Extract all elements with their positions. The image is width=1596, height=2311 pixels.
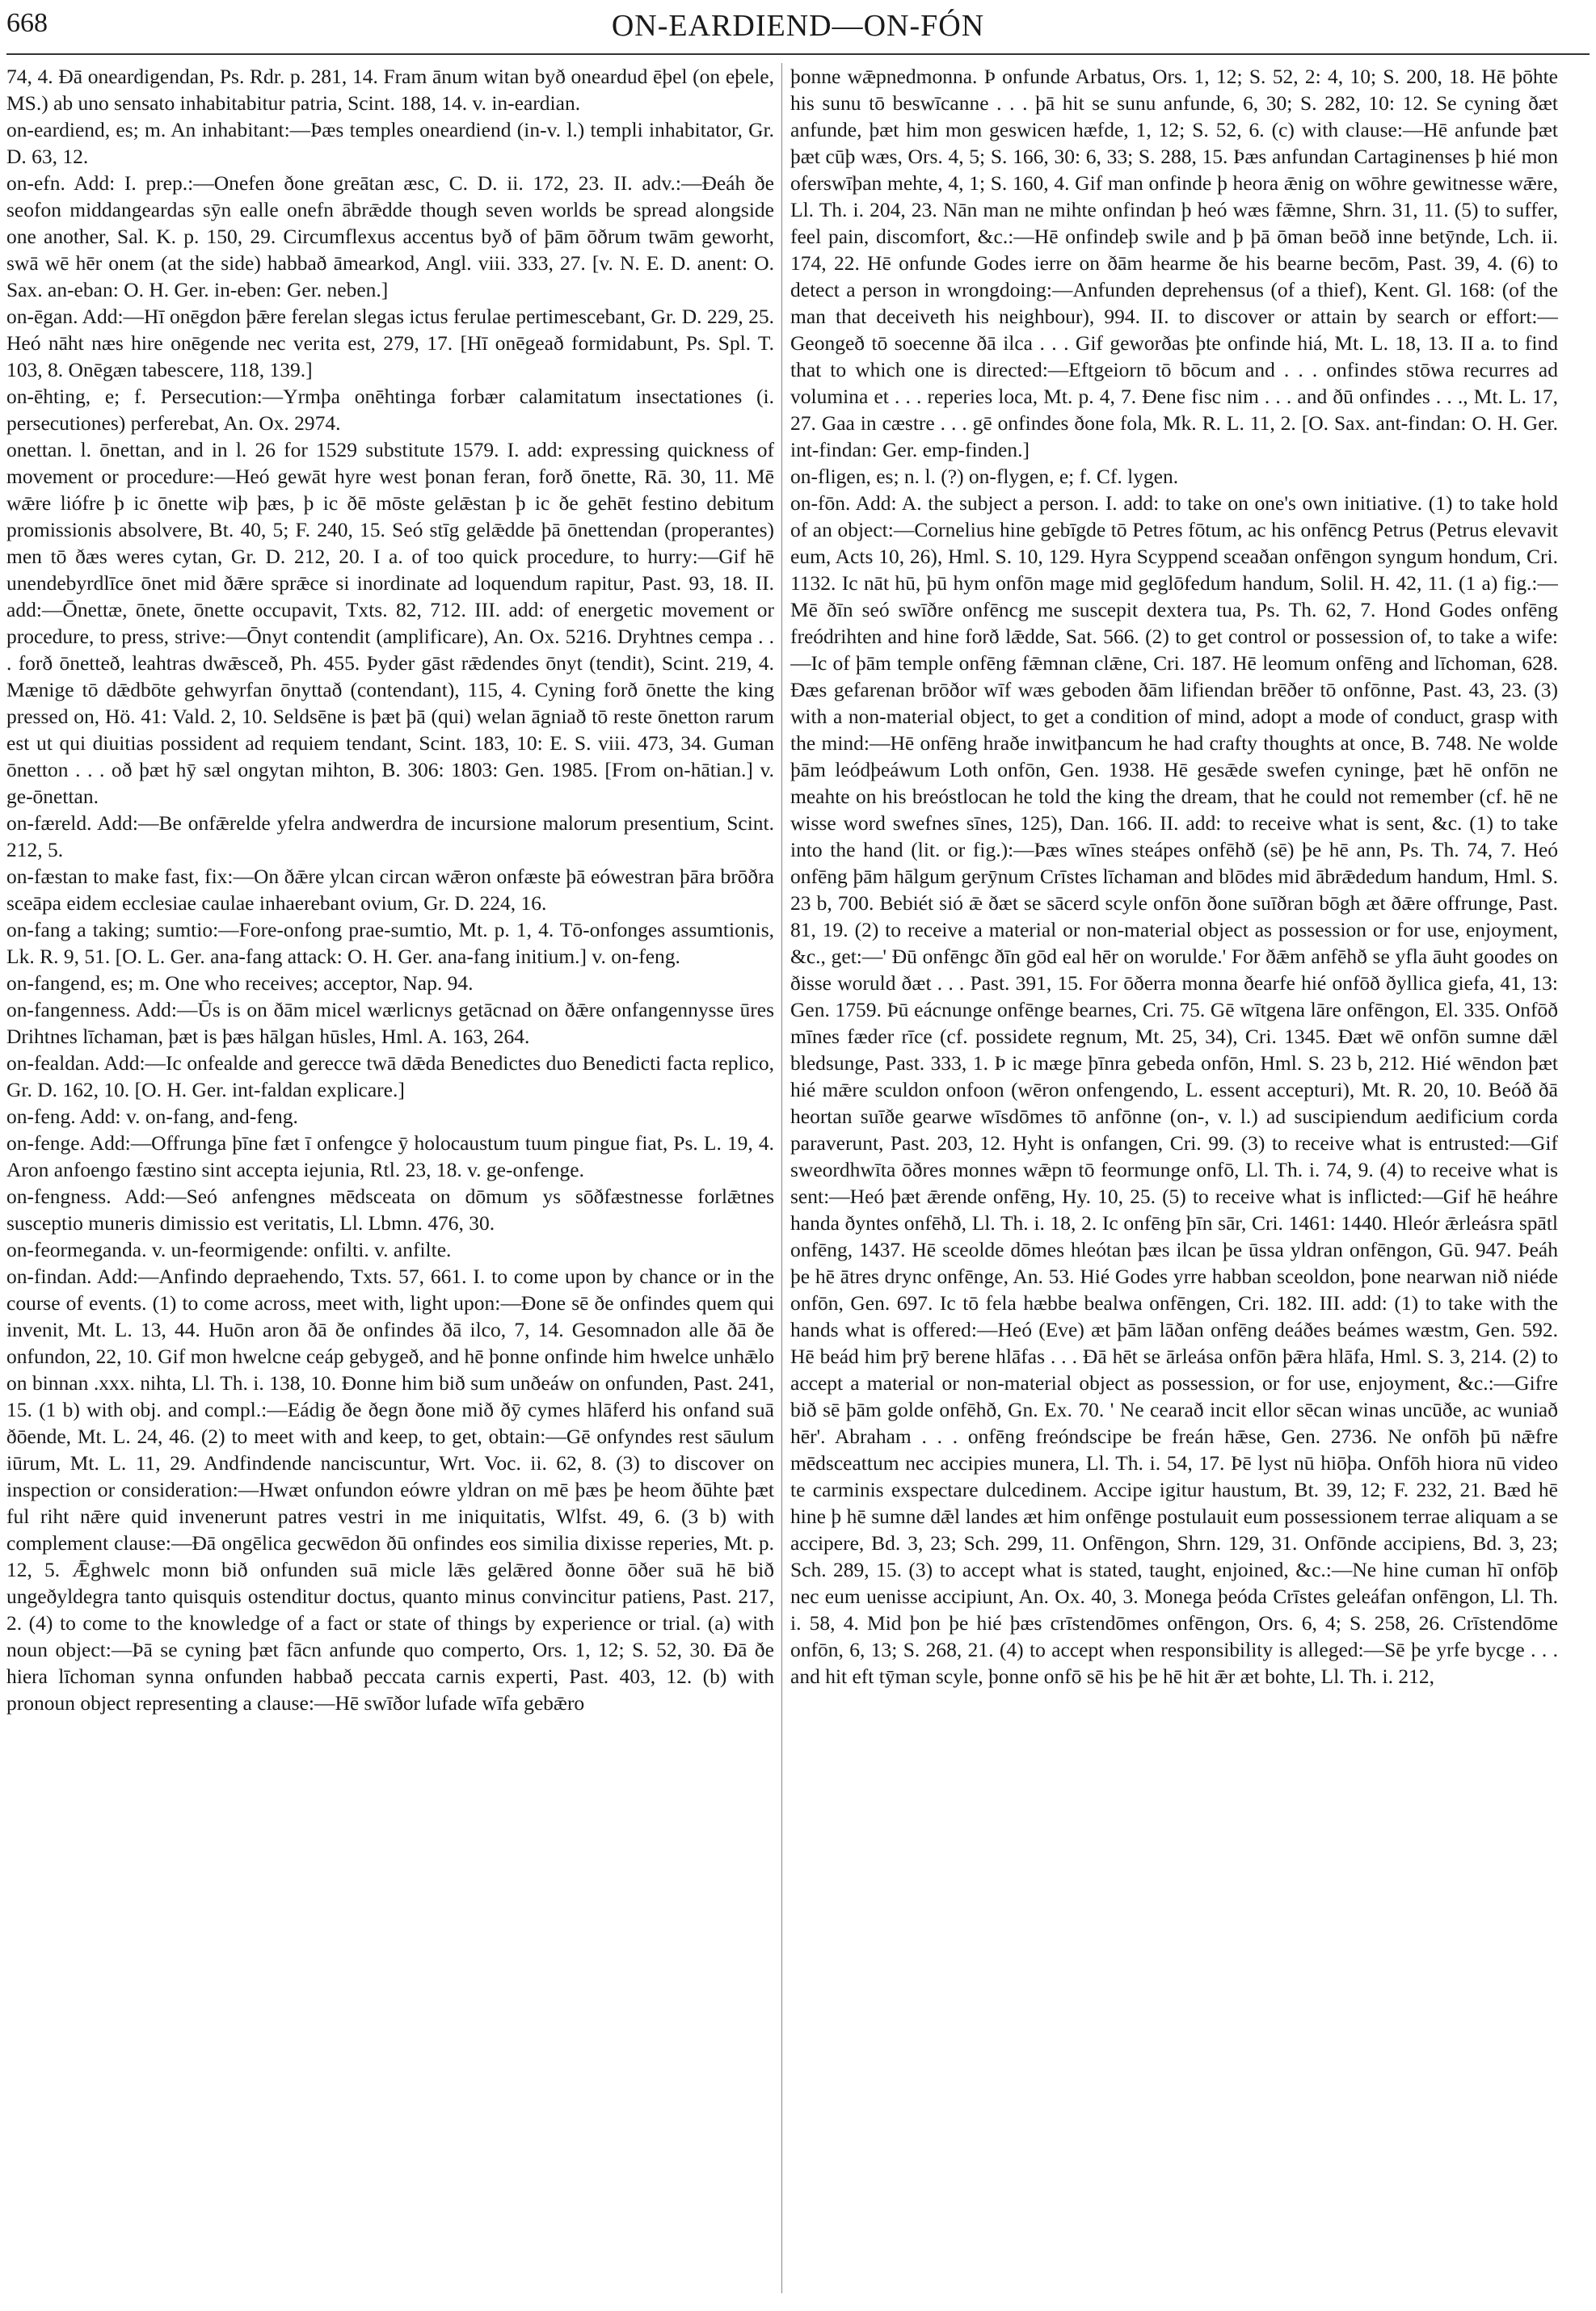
dictionary-entry: on-efn. Add: I. prep.:—Onefen ðone greātan æsc, C. D. ii. 172, 23. II. adv.:—Ðeáh ðe seofon middangeardas sȳn ealle onefn ābrǣdde though seven worlds be spread alongside one another, Sal. K. p. 150, 29. Circumflexus accentus byð of þām ōðrum twām geworht, swā wē hēr onem (at the side) habbað āmearkod, Angl. viii. 333, 27. [v. N. E. D. anent: O. Sax. an-eban: O. H. Ger. in-eben: Ger. neben.] bbox=[6, 171, 774, 301]
dictionary-entry: on-fealdan. Add:—Ic onfealde and gerecce twā dǣda Benedictes duo Benedicti facta replico, Gr. D. 162, 10. [O. H. Ger. int-faldan explicare.] bbox=[6, 1051, 774, 1101]
column-divider bbox=[781, 63, 782, 2293]
dictionary-entry: þonne wǣpnedmonna. Þ onfunde Arbatus, Ors. 1, 12; S. 52, 2: 4, 10; S. 200, 18. Hē þōhte his sunu tō beswīcanne . . . þā hit se sunu anfunde, 6, 30; S. 282, 10: 12. Se cyning ðæt anfunde, þæt him mon geswicen hæfde, 1, 12; S. 52, 6. (c) with clause:—Hē anfunde þæt þæt cūþ wæs, Ors. 4, 5; S. 166, 30: 6, 33; S. 288, 15. Þæs anfundan Cartaginenses þ hié mon oferswīþan mehte, 4, 1; S. 160, 4. Gif man onfinde þ heora ǣnig on wōhre gewitnesse wǣre, Ll. Th. i. 204, 23. Nān man ne mihte onfindan þ heó wæs fǣmne, Shrn. 31, 11. (5) to suffer, feel pain, discomfort, &c.:—Hē onfindeþ swile and þ þā ōman beōð inne betȳnde, Lch. ii. 174, 22. Hē onfunde Godes ierre on ðām hearme ðe his bearne becōm, Past. 39, 4. (6) to detect a person in wrongdoing:—Anfunden deprehensus (of a thief), Kent. Gl. 168: (of the man that deceiveth his neighbour), 994. II. to discover or attain by search or effort:—Geongeð tō soecenne ðā ilca . . . Gif geworðas þte onfinde hiá, Mt. L. 18, 13. II a. to find that to which one is directed:—Eftgeiorn tō bōcum and . . . onfindes stōwa recurres ad volumina et . . . reperies loca, Mt. p. 4, 7. Ðene fisc nim . . . and ðū onfindes . . ., Mt. L. 17, 27. Gaa in cæstre . . . gē onfindes ðone fola, Mk. R. L. 11, 2. [O. Sax. ant-findan: O. H. Ger. int-findan: Ger. emp-finden.] bbox=[790, 65, 1558, 461]
dictionary-entry: on-fligen, es; n. l. (?) on-flygen, e; f. Cf. lygen. bbox=[790, 465, 1179, 488]
dictionary-entry: 74, 4. Ðā oneardigendan, Ps. Rdr. p. 281, 14. Fram ānum witan byð oneardud ēþel (on eþele, MS.) ab uno sensato inhabitabitur patria, Scint. 188, 14. v. in-eardian. bbox=[6, 65, 774, 115]
dictionary-entry: on-fangenness. Add:—Ūs is on ðām micel wærlicnys getācnad on ðǣre onfangennysse ūres Drihtnes līchaman, þæt is þæs hālgan hūsles, Hml. A. 163, 264. bbox=[6, 998, 774, 1048]
left-column bbox=[6, 63, 774, 2301]
dictionary-entry: on-fōn. Add: A. the subject a person. I. add: to take on one's own initiative. (1) to take hold of an object:—Cornelius hine gebīgde tō Petres fōtum, ac his onfēncg Petrus (Petrus elevavit eum, Acts 10, 26), Hml. S. 10, 129. Hyra Scyppend sceaðan onfēngon syngum hondum, Cri. 1132. Ic nāt hū, þū hym onfōn mage mid geglōfedum handum, Solil. H. 42, 11. (1 a) fig.:—Mē ðīn seó swīðre onfēncg me suscepit dextera tua, Ps. Th. 62, 7. Hond Godes onfēng freódrihten and hine forð lǣdde, Sat. 566. (2) to get control or possession of, to take a wife:—Ic of þām temple onfēng fǣmnan clǣne, Cri. 187. Hē leomum onfēng and līchoman, 628. Ðæs gefarenan brōðor wīf wæs geboden ðām lifiendan brēðer tō onfōnne, Past. 43, 23. (3) with a non-material object, to get a condition of mind, adopt a mode of conduct, grasp with the mind:—Hē onfēng hraðe inwitþancum he had crafty thoughts at once, B. 748. Ne wolde þām leódþeáwum Loth onfōn, Gen. 1938. Hē gesǣde swefen cyninge, þæt hē onfōn ne meahte on his breóstlocan he told the king the dream, that he could not remember (cf. hē ne wisse word swefnes sīnes, 125), Dan. 166. II. add: to receive what is sent, &c. (1) to take into the hand (lit. or fig.):—Þæs wīnes steápes onfēhð (sē) þe hē ann, Ps. Th. 74, 7. Heó onfēng þām hālgum gerȳnum Crīstes līchaman and blōdes mid ābrǣdedum handum, Hml. S. 23 b, 700. Bebiét sió ǣ ðæt se sācerd scyle onfōn ðone suīðran bōgh æt ðǣre offrunge, Past. 81, 19. (2) to receive a material or non-material object as possession or for use, enjoyment, &c., get:—' Ðū onfēngc ðīn gōd eal hēr on worulde.' For ðǣm anfēhð se yfla āuht goodes on ðisse woruld ðæt . . . Past. 391, 15. For ōðerra monna ðearfe hié onfōð ðyllica giefa, 41, 13: Gen. 1759. Þū eácnunge onfēnge bearnes, Cri. 75. Gē wītgena lāre onfēngon, El. 335. Onfōð mīnes fæder rīce (cf. possidete regnum, Mt. 25, 34), Cri. 1345. Ðæt wē onfōn sumne dǣl bledsunge, Past. 333, 1. Þ ic mæge þīnra gebeda onfōn, Hml. S. 23 b, 212. Hié wēndon þæt hié mǣre sculdon onfoon (wēron onfengendo, L. essent accepturi), Mt. R. 20, 10. Beóð ðā heortan suīðe gearwe wīsdōmes tō anfōnne (on-, v. l.) ad suscipiendum aedificium corda paraverunt, Past. 203, 12. Hyht is onfangen, Cri. 99. (3) to receive what is entrusted:—Gif sweordhwīta ōðres monnes wǣpn tō feormunge onfō, Ll. Th. i. 74, 9. (4) to receive what is sent:—Heó þæt ǣrende onfēng, Hy. 10, 25. (5) to receive what is inflicted:—Gif hē heáhre handa ðyntes onfēhð, Ll. Th. i. 18, 2. Ic onfēng þīn sār, Cri. 1461: 1440. Hleór ǣrleásra spātl onfēng, 1437. Hē sceolde dōmes hleótan þæs ilcan þe ūssa yldran onfēngon, Gū. 947. Þeáh þe hē ātres drync onfēnge, An. 53. Hié Godes yrre habban sceoldon, þone nearwan nið niéde onfōn, Gen. 697. Ic tō fela hæbbe bealwa onfēngen, Cri. 182. III. add: (1) to take with the hands what is offered:—Heó (Eve) æt þām lāðan onfēng deáðes beámes wæstm, Gen. 592. Hē beád him þrȳ berene hlāfas . . . Ðā hēt se ārleása onfōn þǣra hlāfa, Hml. S. 3, 214. (2) to accept a material or non-material object as possession, or for use, enjoyment, &c.:—Gifre bið sē þām golde onfēhð, Gn. Ex. 70. ' Ne cearað incit ellor sēcan winas uncūðe, ac wuniað hēr'. Abraham . . . onfēng freóndscipe be freán hǣse, Gen. 2736. Ne onfōh þū nǣfre mēdsceattum nec accipies munera, Ll. Th. i. 54, 17. Þē lyst nū hiōþa. Onfōh hiora nū video te carminis exspectare dulcedinem. Accipe igitur haustum, Bt. 39, 12; F. 232, 21. Bæd hē hine þ hē sumne dǣl landes æt him onfēnge postulauit eum possessionem terrae aliquam a se accipere, Bd. 3, 23; Sch. 299, 11. Onfēngon, Shrn. 129, 31. Onfōnde accipiens, Bd. 3, 23; Sch. 289, 15. (3) to accept what is stated, taught, enjoined, &c.:—Ne hine cuman hī onfōþ nec eum uenisse accipiunt, An. Ox. 40, 3. Monega þeóda Crīstes geleáfan onfēngon, Ll. Th. i. 58, 4. Mid þon þe hié þæs crīstendōmes onfēngon, Ors. 6, 4; S. 258, 26. Crīstendōme onfōn, 6, 13; S. 268, 21. (4) to accept when responsibility is alleged:—Sē þe yrfe bycge . . . and hit eft tȳman scyle, þonne onfō sē his þe hē hit ǣr æt bohte, Ll. Th. i. 212, bbox=[790, 491, 1558, 1688]
dictionary-entry: onettan. l. ōnettan, and in l. 26 for 1529 substitute 1579. I. add: expressing quickness of movement or procedure:—Heó gewāt hyre west þonan feran, forð ōnette, Rā. 30, 11. Mē wǣre liófre þ ic ōnette wiþ þæs, þ ic ðē mōste gelǣstan þ ic ðe gehēt festino debitum promissionis absolvere, Bt. 40, 5; F. 240, 15. Seó stīg gelǣdde þā ōnettendan (properantes) men tō ðæs weres cytan, Gr. D. 212, 20. I a. of too quick procedure, to hurry:—Gif hē unendebyrdlīce ōnet mid ðǣre sprǣce si inordinate ad loquendum rapitur, Past. 93, 18. II. add:—Ōnettæ, ōnete, ōnette occupavit, Txts. 82, 712. III. add: of energetic movement or procedure, to press, strive:—Ōnyt contendit (amplificare), An. Ox. 5216. Dryhtnes cempa . . . forð ōnetteð, leahtras dwǣsceð, Ph. 455. Þyder gāst rǣdendes ōnyt (tendit), Scint. 219, 4. Mænige tō dǣdbōte gehwyrfan ōnyttað (contendant), 115, 4. Cyning forð ōnette the king pressed on, Hö. 41: Vald. 2, 10. Seldsēne is þæt þā (qui) welan āgniað tō reste ōnetton rarum est ut qui diuitias possident ad requiem tendant, Scint. 183, 10: E. S. viii. 473, 34. Guman ōnetton . . . oð þæt hȳ sæl ongytan mihton, B. 306: 1803: Gen. 1985. [From on-hātian.] v. ge-ōnettan. bbox=[6, 438, 774, 808]
running-head: ON-EARDIEND—ON-FÓN bbox=[611, 9, 985, 43]
dictionary-entry: on-eardiend, es; m. An inhabitant:—Þæs temples oneardiend (in-v. l.) templi inhabitator, Gr. D. 63, 12. bbox=[6, 118, 774, 168]
header-rule bbox=[6, 53, 1590, 55]
dictionary-entry: on-findan. Add:—Anfindo depraehendo, Txts. 57, 661. I. to come upon by chance or in the course of events. (1) to come across, meet with, light upon:—Ðone sē ðe onfindes quem qui invenit, Mt. L. 13, 44. Huōn aron ðā ðe onfindes ðā ilco, 7, 14. Gesomnadon alle ðā ðe onfundon, 22, 10. Gif mon hwelcne ceáp gebygeð, and hē þonne onfinde him hwelce unhǣlo on binnan .xxx. nihta, Ll. Th. i. 138, 10. Ðonne him bið sum unðeáw on onfunden, Past. 241, 15. (1 b) with obj. and compl.:—Eádig ðe ðegn ðone mið ðȳ cymes hlāferd his onfand suā ðōende, Mt. L. 24, 46. (2) to meet with and keep, to get, obtain:—Gē onfyndes rest sāulum iūrum, Mt. L. 11, 29. Andfindende nanciscuntur, Wrt. Voc. ii. 62, 8. (3) to discover on inspection or consideration:—Hwæt onfundon eówre yldran on mē þæs þe heom ðūhte þæt ful riht nǣre quid invenerunt patres vestri in me iniquitatis, Wlfst. 49, 6. (3 b) with complement clause:—Ðā ongēlica gecwēdon ðū onfindes eos similia dixisse reperies, Mt. p. 12, 5. Ǣghwelc monn bið onfunden suā micle lǣs gelǣred ðonne ōðer suā hē bið ungeðyldegra tanto quisquis ostenditur doctus, quanto minus convincitur patiens, Past. 217, 2. (4) to come to the knowledge of a fact or state of things by experience or trial. (a) with noun object:—Þā se cyning þæt fācn anfunde quo comperto, Ors. 1, 12; S. 52, 30. Ðā ðe hiera līchoman synna onfunden habbað peccata carnis experti, Past. 403, 12. (b) with pronoun object representing a clause:—Hē swīðor lufade wīfa gebǣro bbox=[6, 1265, 774, 1715]
dictionary-entry: on-fangend, es; m. One who receives; acceptor, Nap. 94. bbox=[6, 971, 474, 995]
dictionary-entry: on-fengness. Add:—Seó anfengnes mēdsceata on dōmum ys sōðfæstnesse forlǣtnes susceptio muneris dimissio est veritatis, Ll. Lbmn. 476, 30. bbox=[6, 1185, 774, 1235]
dictionary-entry: on-fenge. Add:—Offrunga þīne fæt ī onfengce ȳ holocaustum tuum pingue fiat, Ps. L. 19, 4. Aron anfoengo fæstino sint accepta iejunia, Rtl. 23, 18. v. ge-onfenge. bbox=[6, 1131, 774, 1181]
page-number: 668 bbox=[6, 8, 48, 38]
dictionary-entry: on-feng. Add: v. on-fang, and-feng. bbox=[6, 1105, 298, 1128]
dictionary-entry: on-fang a taking; sumtio:—Fore-onfong prae-sumtio, Mt. p. 1, 4. Tō-onfonges assumtionis, Lk. R. 9, 51. [O. L. Ger. ana-fang attack: O. H. Ger. ana-fang initium.] v. on-feng. bbox=[6, 918, 774, 968]
right-column bbox=[790, 63, 1558, 2301]
dictionary-entry: on-fæstan to make fast, fix:—On ðǣre ylcan circan wǣron onfæste þā eówestran þāra brōðra sceāpa eidem ecclesiae caulae inhaerebant ovium, Gr. D. 224, 16. bbox=[6, 865, 774, 915]
dictionary-entry: on-færeld. Add:—Be onfǣrelde yfelra andwerdra de incursione malorum presentium, Scint. 212, 5. bbox=[6, 811, 774, 861]
dictionary-entry: on-feormeganda. v. un-feormigende: onfilti. v. anfilte. bbox=[6, 1238, 452, 1261]
dictionary-entry: on-ēhting, e; f. Persecution:—Yrmþa onēhtinga forbær calamitatum insectationes (i. persecutiones) perferebat, An. Ox. 2974. bbox=[6, 385, 774, 435]
dictionary-entry: on-ēgan. Add:—Hī onēgdon þǣre ferelan slegas ictus ferulae pertimescebant, Gr. D. 229, 25. Heó nāht næs hire onēgende nec verita est, 279, 17. [Hī onēgeað formidabunt, Ps. Spl. T. 103, 8. Onēgæn tabescere, 118, 139.] bbox=[6, 305, 774, 381]
